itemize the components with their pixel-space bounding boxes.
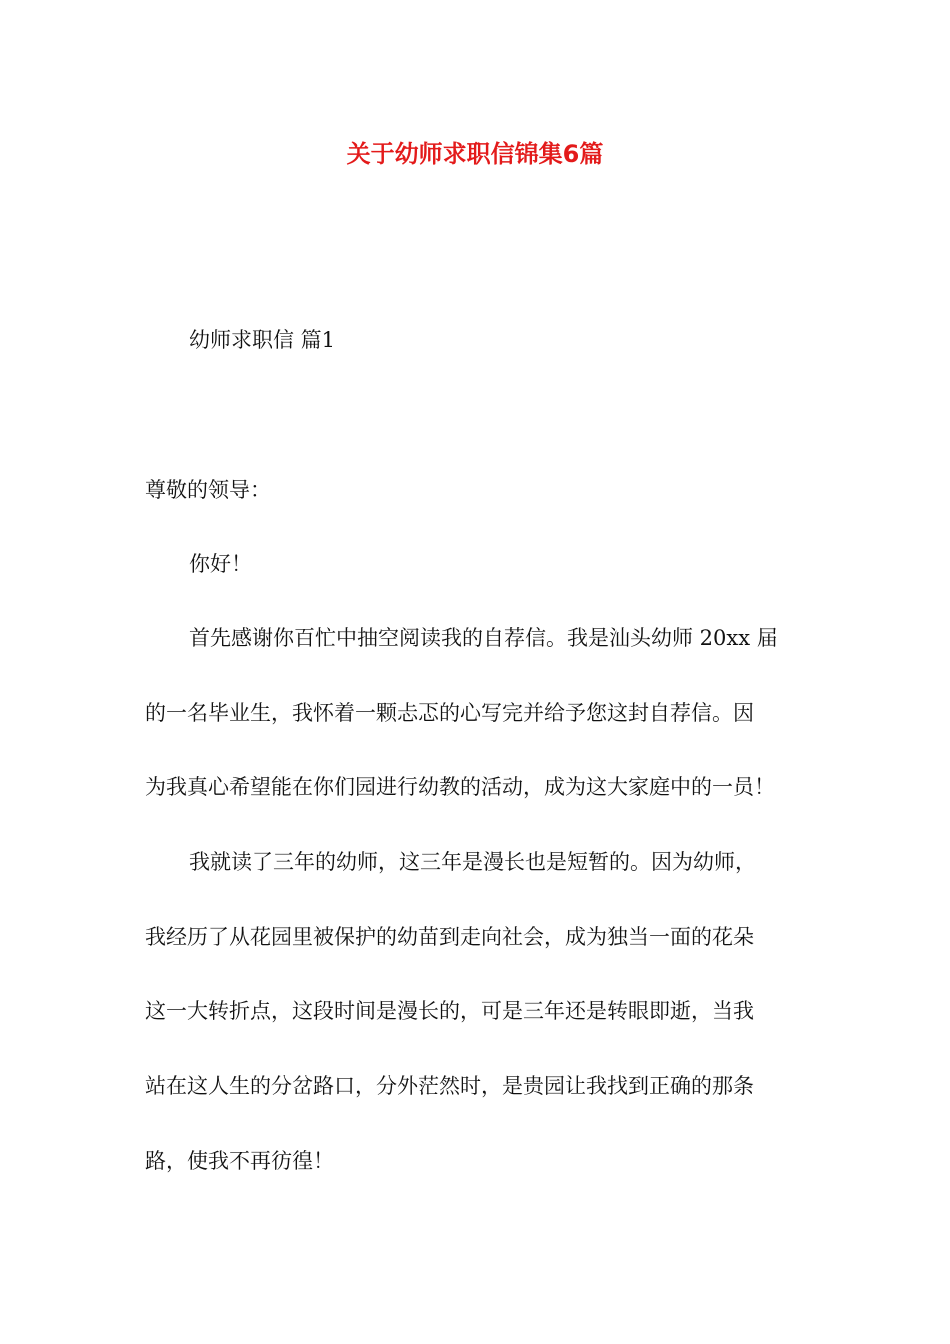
document-title: 关于幼师求职信锦集6篇 — [346, 140, 604, 168]
paragraph-line: 为我真心希望能在你们园进行幼教的活动，成为这大家庭中的一员！ — [145, 775, 775, 799]
paragraph-line: 的一名毕业生，我怀着一颗忐忑的心写完并给予您这封自荐信。因 — [145, 701, 754, 725]
greeting: 你好！ — [189, 552, 252, 576]
paragraph-line: 路，使我不再彷徨！ — [145, 1149, 334, 1173]
paragraph-line: 首先感谢你百忙中抽空阅读我的自荐信。我是汕头幼师 20xx 届 — [189, 626, 778, 650]
paragraph-line: 我就读了三年的幼师，这三年是漫长也是短暂的。因为幼师， — [189, 850, 756, 874]
paragraph-line: 站在这人生的分岔路口，分外茫然时，是贵园让我找到正确的那条 — [145, 1074, 754, 1098]
salutation: 尊敬的领导： — [145, 478, 271, 502]
paragraph-line: 这一大转折点，这段时间是漫长的，可是三年还是转眼即逝，当我 — [145, 999, 754, 1023]
paragraph-line: 我经历了从花园里被保护的幼苗到走向社会，成为独当一面的花朵 — [145, 925, 754, 949]
section-heading: 幼师求职信 篇1 — [189, 328, 336, 352]
